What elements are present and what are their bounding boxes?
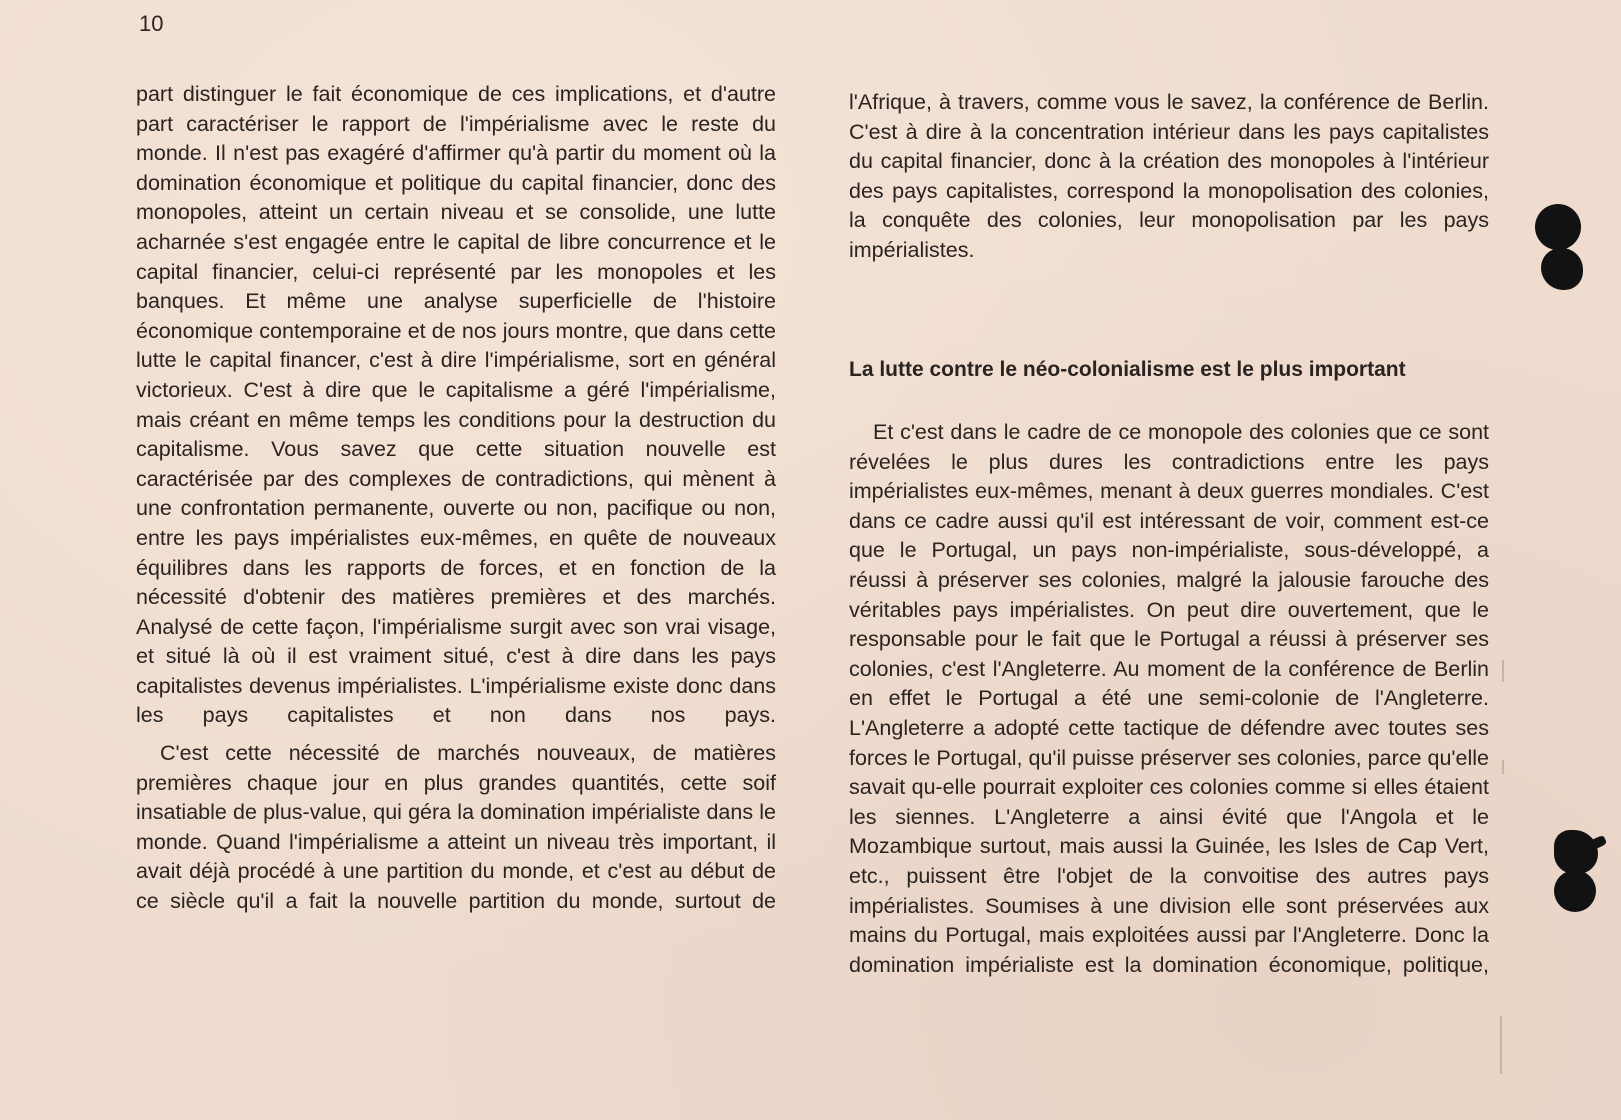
margin-mark — [1502, 760, 1504, 774]
binding-hole-bottom-upper — [1554, 830, 1598, 874]
left-column — [136, 80, 776, 917]
right-column — [849, 88, 1489, 266]
right-paragraph-after-heading: Et c'est dans le cadre de ce monopole des colonies que ce sont révelées le plus dures les contradictions entre les pays impérialistes eux-mêmes, menant à deux guerres mondiales. C'est dans ce cadre aussi qu'il est intéressant de voir, comment est-ce que le Portugal, un pays non-impérialiste, sous-développé, a réussi à préserver ses colonies, malgré la jalousie farouche des véritables pays impérialistes. On peut dire ouvertement, que le responsable pour le fait que le Portugal a réussi à préserver ses colonies, c'est l'Angleterre. Au moment de la conférence de Berlin en effet le Portugal a été une semi-colonie de l'Angleterre. L'Angleterre a adopté cette tactique de défendre avec toutes ses forces le Portugal, qu'il puisse préserver ses colonies, parce qu'elle savait qu-elle pourrait exploiter ces colonies comme si elles étaient les siennes. L'Angleterre a ainsi évité que l'Angola et le Mozambique surtout, mais aussi la Guinée, les Isles de Cap Vert, etc., puissent être l'objet de la convoitise des autres pays impérialistes. Soumises à une division elle sont préservées aux mains du Portugal, mais exploitées aussi par l'Angleterre. Donc la domination impérialiste est la domination économique, politique, — [849, 420, 1489, 977]
binding-hole-bottom-lower — [1554, 870, 1596, 912]
left-paragraph-2: C'est cette nécessité de marchés nouveaux, de matières premières chaque jour en plus grandes quantités, cette soif insatiable de plus-value, qui géra la domination impérialiste dans le monde. Quand l'impérialisme a atteint un niveau très important, il avait déjà procédé à une partition du monde, et c'est au début de ce siècle qu'il a fait la nouvelle partition du monde, surtout de — [136, 741, 776, 914]
margin-mark — [1502, 660, 1504, 682]
binding-hole-top-lower — [1541, 248, 1583, 290]
right-opening-paragraph: l'Afrique, à travers, comme vous le savez, la conférence de Berlin. C'est à dire à la concentration intérieur dans les pays capitalistes du capital financier, donc à la création des monopoles à l'intérieur des pays capitalistes, correspond la monopolisation des colonies, la conquête des colonies, leur monopolisation par les pays impérialistes. — [849, 90, 1489, 262]
page-number: 10 — [139, 11, 164, 36]
binding-hole-top-upper — [1535, 204, 1581, 250]
section-heading: La lutte contre le néo-colonialisme est le plus important — [849, 358, 1406, 381]
right-column-body — [849, 418, 1489, 980]
left-paragraph-1: part distinguer le fait économique de ces implications, et d'autre part caractériser le rapport de l'impérialisme avec le reste du monde. Il n'est pas exagéré d'affirmer qu'à partir du moment où la domination économique et politique du capital financier, donc des monopoles, atteint un certain niveau et se consolide, une lutte acharnée s'est engagée entre le capital de libre concurrence et le capital financier, celui-ci représenté par les monopoles et les banques. Et même une analyse superficielle de l'histoire économique contemporaine et de nos jours montre, que dans cette lutte le capital financer, c'est à dire l'impérialisme, sort en général victorieux. C'est à dire que le capitalisme a géré l'impérialisme, mais créant en même temps les conditions pour la destruction du capitalisme. Vous savez que cette situation nouvelle est caractérisée par des complexes de contradictions, qui mènent à une confrontation permanente, ouverte ou non, pacifique ou non, entre les pays impérialistes eux-mêmes, en quête de nouveaux équilibres dans les rapports de forces, et en fonction de la nécessité d'obtenir des matières premières et des marchés. Analysé de cette façon, l'impérialisme surgit avec son vrai visage, et situé là où il est vraiment situé, c'est à dire dans les pays capitalistes devenus impérialistes. L'impérialisme existe donc dans les pays capitalistes et non dans nos pays. — [136, 82, 776, 728]
margin-mark — [1500, 1016, 1502, 1074]
